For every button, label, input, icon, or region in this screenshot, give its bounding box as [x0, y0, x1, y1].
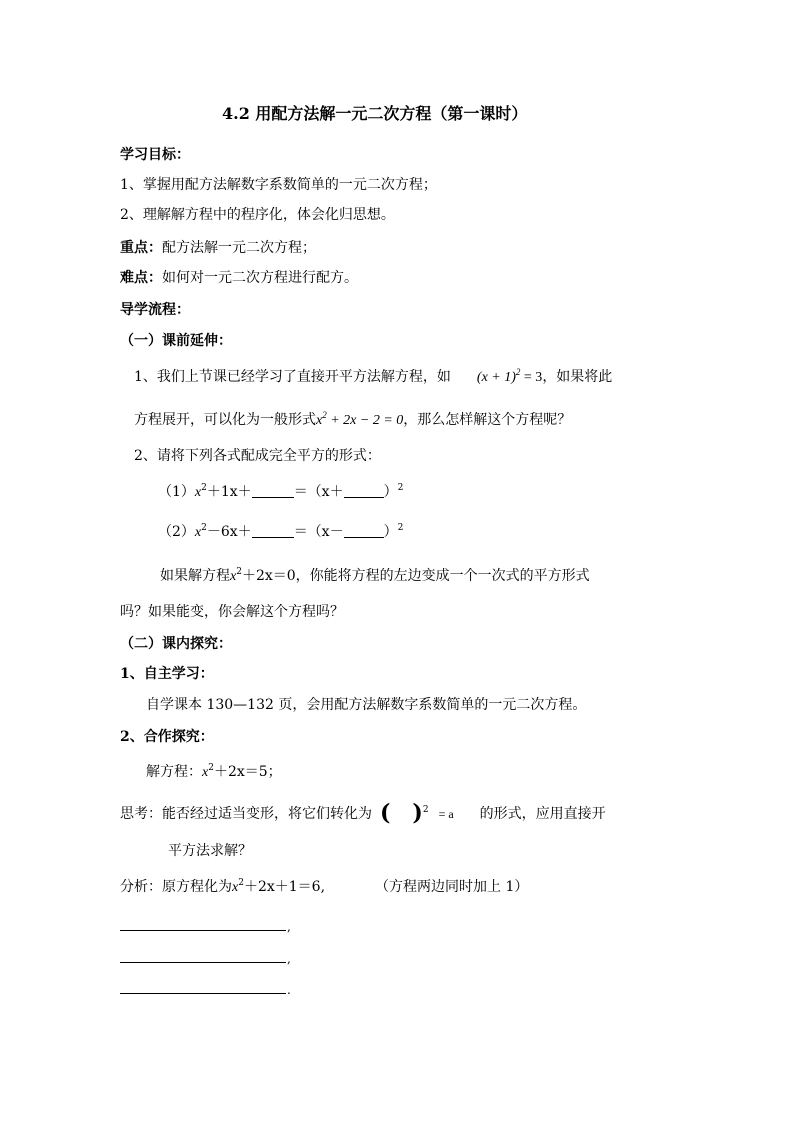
eq1-rhs: = 3 — [520, 370, 543, 385]
exercise-2-blank-1[interactable] — [252, 523, 294, 538]
paren-rhs: = a — [438, 807, 454, 821]
exercise-2 — [158, 522, 403, 543]
question3-rest: ＋2x＝0 — [241, 568, 296, 584]
exercise-1-blank-1[interactable] — [252, 483, 294, 498]
question1-line1 — [134, 367, 612, 388]
analysis-rest: ＋2x＋1＝6, — [243, 879, 326, 895]
solve-rest: ＋2x＝5； — [213, 764, 282, 780]
question3-x: x — [230, 569, 237, 584]
exercise-1-exponent: 2 — [201, 483, 207, 493]
analysis-line — [120, 877, 528, 898]
key-point — [120, 238, 316, 258]
think-text-b: 的形式，应用直接开 — [479, 806, 606, 822]
analysis-x: x — [232, 880, 239, 895]
question2: 2、请将下列各式配成完全平方的形式： — [134, 448, 381, 464]
question1-line2 — [134, 410, 571, 431]
question1-text-b: ，如果将此 — [542, 369, 613, 385]
exercise-1-eq: ＝（x＋ — [293, 484, 344, 500]
self-study-text: 自学课本 130—132 页，会用配方法解数字系数简单的一元二次方程。 — [146, 697, 587, 713]
exercise-2-number: （2） — [158, 524, 195, 540]
objectives-heading: 学习目标： — [120, 147, 190, 163]
question3-line2: 吗？如果能变，你会解这个方程吗？ — [120, 604, 344, 620]
question1-text-a: 1、我们上节课已经学习了直接开平方法解方程，如 — [134, 369, 451, 385]
think-line1 — [120, 800, 606, 826]
difficulty — [120, 268, 358, 288]
key-point-text: 配方法解一元二次方程； — [162, 240, 316, 256]
paren-exponent: 2 — [422, 805, 429, 815]
exercise-2-mid: －6x＋ — [206, 524, 252, 540]
question3-text-b: ，你能将方程的左边变成一个一次式的平方形式 — [295, 568, 590, 584]
question3-text-a: 如果解方程 — [160, 568, 230, 584]
section1-heading: （一）课前延伸： — [120, 333, 232, 349]
eq2-exponent: 2 — [322, 410, 327, 420]
exercise-1-square: 2 — [397, 483, 404, 493]
answer-line-2-end: , — [287, 952, 291, 966]
exercise-1 — [158, 482, 403, 503]
think-line2: 平方法求解？ — [168, 843, 252, 859]
analysis-text: 分析：原方程化为 — [120, 879, 232, 895]
exercise-1-number: （1） — [158, 484, 195, 500]
exercise-2-x: x — [194, 525, 202, 540]
question1-text-d: ，那么怎样解这个方程呢？ — [403, 412, 572, 428]
question1-text-c: 方程展开，可以化为一般形式 — [134, 412, 316, 428]
objective-item-2: 2、理解解方程中的程序化，体会化归思想。 — [120, 207, 395, 223]
difficulty-label: 难点： — [120, 270, 162, 286]
question3-line1 — [160, 566, 590, 587]
section2-heading: （二）课内探究： — [120, 636, 232, 652]
answer-line-2[interactable] — [120, 962, 286, 963]
solve-label: 解方程： — [146, 764, 202, 780]
exercise-1-mid: ＋1x＋ — [206, 484, 252, 500]
solve-equation — [146, 762, 282, 783]
difficulty-text: 如何对一元二次方程进行配方。 — [162, 270, 358, 286]
paren-open: ( — [380, 800, 391, 826]
flow-heading: 导学流程： — [120, 302, 190, 318]
question3-exponent: 2 — [236, 567, 242, 577]
question1-equation2 — [316, 410, 404, 428]
question1-equation1 — [476, 367, 543, 385]
eq2-x: x — [316, 413, 323, 428]
solve-x: x — [202, 765, 209, 780]
eq1-exponent: 2 — [515, 367, 521, 377]
page-title: 4.2 用配方法解一元二次方程（第一课时） — [222, 104, 528, 123]
eq2-rest: + 2x − 2 = 0 — [326, 413, 404, 428]
answer-line-3[interactable] — [120, 993, 286, 994]
exercise-1-blank-2[interactable] — [344, 483, 384, 498]
exercise-1-x: x — [194, 485, 202, 500]
exercise-2-close: ） — [383, 524, 398, 540]
exercise-2-exponent: 2 — [201, 523, 207, 533]
answer-line-1[interactable] — [120, 930, 286, 931]
analysis-note: （方程两边同时加上 1） — [375, 879, 529, 895]
answer-line-3-end: . — [287, 983, 291, 997]
exercise-2-square: 2 — [397, 523, 404, 533]
exercise-2-eq: ＝（x－ — [293, 524, 344, 540]
exercise-2-blank-2[interactable] — [344, 523, 384, 538]
objective-item-1: 1、掌握用配方法解数字系数简单的一元二次方程； — [120, 177, 437, 193]
paren-close: ) — [412, 800, 423, 826]
self-study-heading: 1、自主学习： — [120, 666, 214, 682]
exercise-1-close: ） — [383, 484, 398, 500]
think-text-a: 思考：能否经过适当变形，将它们转化为 — [120, 806, 372, 822]
answer-line-1-end: , — [287, 920, 291, 934]
analysis-exponent: 2 — [238, 878, 244, 888]
key-point-label: 重点： — [120, 240, 162, 256]
eq1-lhs: (x + 1) — [476, 370, 516, 385]
coop-heading: 2、合作探究： — [120, 729, 214, 745]
solve-exponent: 2 — [208, 763, 214, 773]
